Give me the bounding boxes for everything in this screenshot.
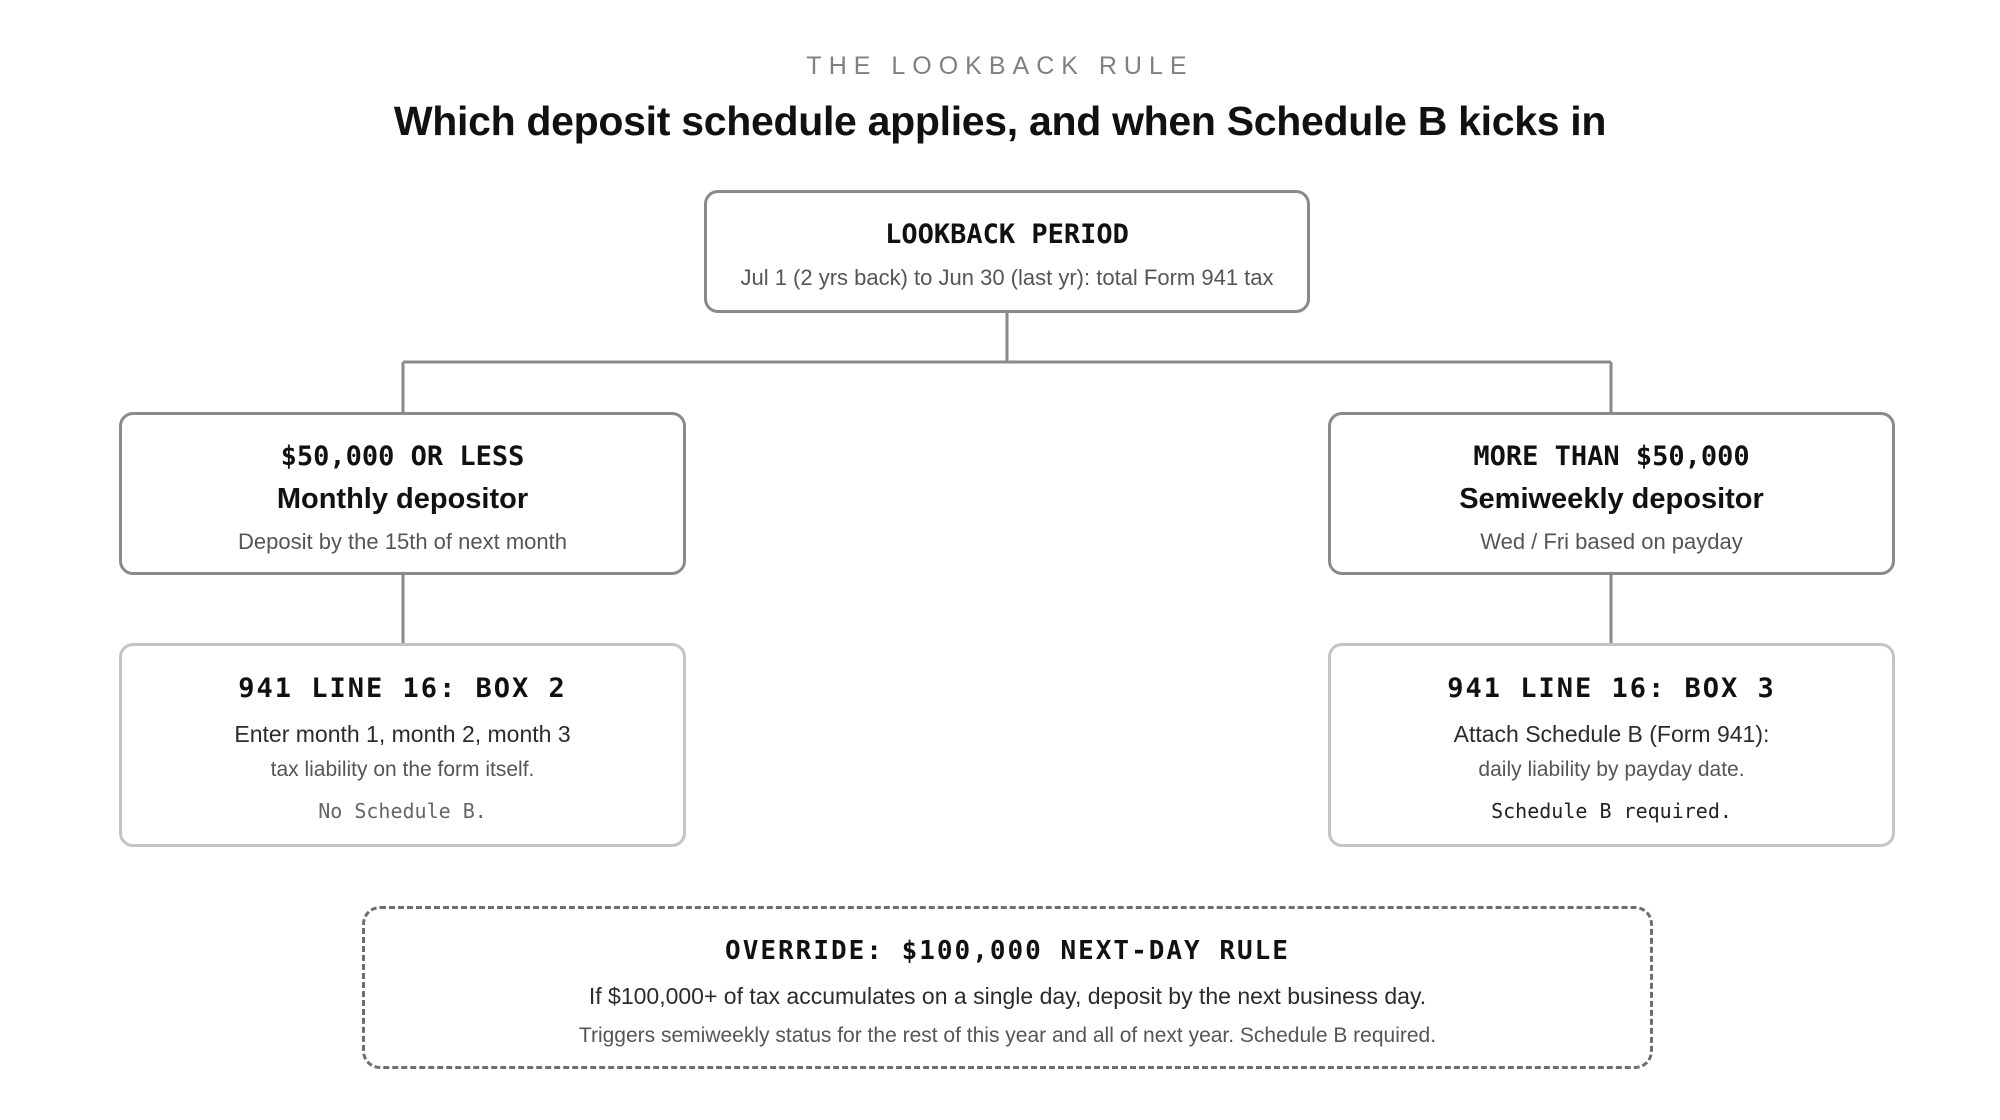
semiweekly-name: Semiweekly depositor [1459,483,1764,515]
monthly-name: Monthly depositor [276,483,529,515]
lookback-heading: LOOKBACK PERIOD [885,219,1129,250]
box3-line1: Attach Schedule B (Form 941): [1453,721,1770,747]
override-rule-box [362,906,1653,1069]
override-heading: OVERRIDE: $100,000 NEXT-DAY RULE [725,936,1290,966]
override-line1: If $100,000+ of tax accumulates on a single day, deposit by the next business day. [588,983,1427,1009]
box2-line2: tax liability on the form itself. [270,758,535,781]
line16-box3-box [1328,643,1895,847]
monthly-depositor-box [119,412,686,575]
box3-line2: daily liability by payday date. [1478,758,1745,781]
semiweekly-threshold: MORE THAN $50,000 [1473,441,1750,472]
line16-box2-box [119,643,686,847]
box2-line1: Enter month 1, month 2, month 3 [234,721,571,747]
box2-heading: 941 LINE 16: BOX 2 [238,673,567,704]
monthly-rule: Deposit by the 15th of next month [238,529,567,554]
monthly-threshold: $50,000 OR LESS [280,441,525,472]
lookback-period-box [704,190,1310,313]
box3-note: Schedule B required. [1491,799,1732,823]
diagram-title: Which deposit schedule applies, and when Schedule B kicks in [393,98,1607,144]
lookback-description: Jul 1 (2 yrs back) to Jun 30 (last yr): total Form 941 tax [740,265,1274,290]
box3-heading: 941 LINE 16: BOX 3 [1447,673,1776,704]
semiweekly-depositor-box [1328,412,1895,575]
diagram-eyebrow: THE LOOKBACK RULE [806,52,1194,80]
box2-note: No Schedule B. [318,799,487,823]
override-line2: Triggers semiweekly status for the rest of this year and all of next year. Schedule B required. [578,1024,1437,1047]
semiweekly-rule: Wed / Fri based on payday [1480,529,1743,554]
